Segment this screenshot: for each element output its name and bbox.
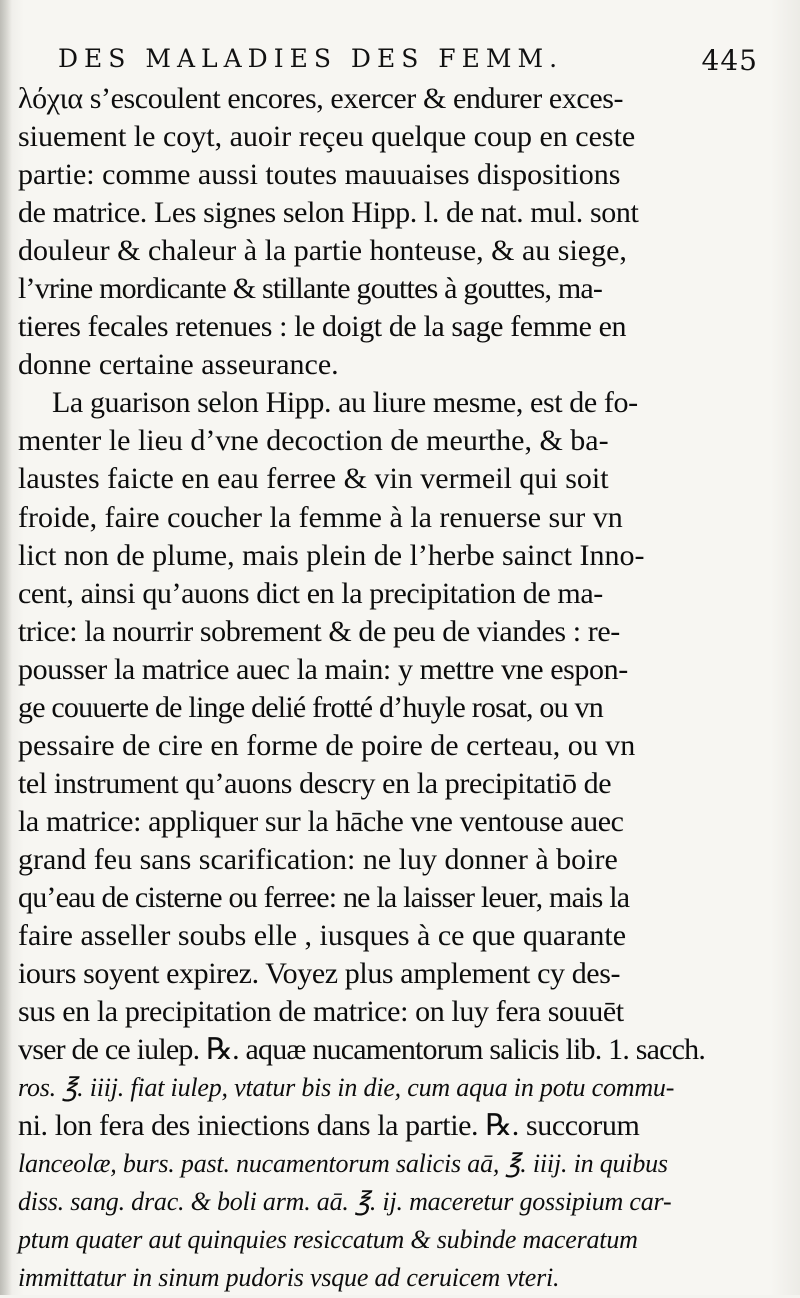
text-line: qu’eau de cisterne ou ferree: ne la laisser leuer, mais la (18, 880, 630, 914)
text-line: sus en la precipitation de matrice: on luy fera souuēt (18, 995, 624, 1029)
text-line: pessaire de cire en forme de poire de certeau, ou vn (18, 728, 636, 762)
text-line: siuement le coyt, auoir reçeu quelque coup en ceste (18, 120, 636, 154)
text-line-mixed-italic: vser de ce iulep. ℞. aquæ nucamentorum salicis lib. 1. sacch. (18, 1033, 706, 1067)
text-line: λόχια s’escoulent encores, exercer & endurer exces- (18, 82, 624, 115)
recipe-line: ros. ℥. iiij. fiat iulep, vtatur bis in die, cum aqua in potu commu- (18, 1073, 675, 1103)
recipe-line: immittatur in sinum pudoris vsque ad ceruicem vteri. (18, 1263, 560, 1293)
text-line: pousser la matrice auec la main: y mettre vne espon- (18, 652, 628, 686)
text-line: douleur & chaleur à la partie honteuse, & au siege, (18, 234, 627, 268)
page-number: 445 (701, 44, 758, 77)
body-text (18, 80, 738, 1298)
text-line: tel instrument qu’auons descry en la precipitatiō de (18, 766, 612, 800)
text-line: l’vrine mordicante & stillante gouttes à gouttes, ma- (18, 272, 603, 306)
text-line: laustes faicte en eau ferree & vin vermeil qui soit (18, 462, 609, 496)
text-line: cent, ainsi qu’auons dict en la precipitation de ma- (18, 576, 603, 610)
gutter-shadow (0, 0, 12, 1295)
recipe-line: ptum quater aut quinquies resiccatum & subinde maceratum (18, 1225, 638, 1255)
recipe-line: diss. sang. drac. & boli arm. aā. ℥. ij. maceretur gossipium car- (18, 1187, 672, 1217)
page-header (58, 40, 758, 80)
text-line: menter le lieu d’vne decoction de meurthe, & ba- (18, 424, 609, 458)
text-line: partie: comme aussi toutes mauuaises dispositions (18, 158, 621, 192)
text-line: la matrice: appliquer sur la hāche vne ventouse auec (18, 804, 624, 838)
text-line: grand feu sans scarification: ne luy donner à boire (18, 842, 618, 876)
text-line: lict non de plume, mais plein de l’herbe sainct Inno- (18, 538, 645, 572)
text-line-mixed-italic: ni. lon fera des iniections dans la partie. ℞. succorum (18, 1109, 640, 1143)
text-line: faire asseller soubs elle , iusques à ce que quarante (18, 919, 627, 953)
text-line: de matrice. Les signes selon Hipp. l. de nat. mul. sont (18, 196, 639, 230)
paragraph-start-line: La guarison selon Hipp. au liure mesme, est de fo- (52, 386, 638, 420)
running-title: DES MALADIES DES FEMM. (58, 44, 564, 73)
text-line: iours soyent expirez. Voyez plus amplement cy des- (18, 957, 621, 991)
text-line: ge couuerte de linge delié frotté d’huyle rosat, ou vn (18, 690, 603, 724)
text-line: tieres fecales retenues : le doigt de la sage femme en (18, 310, 627, 344)
text-line: donne certaine asseurance. (18, 348, 339, 382)
text-line: froide, faire coucher la femme à la renuerse sur vn (18, 500, 623, 534)
text-line: trice: la nourrir sobrement & de peu de viandes : re- (18, 614, 620, 648)
recipe-line: lanceolæ, burs. past. nucamentorum salicis aā, ℥. iiij. in quibus (18, 1149, 668, 1179)
